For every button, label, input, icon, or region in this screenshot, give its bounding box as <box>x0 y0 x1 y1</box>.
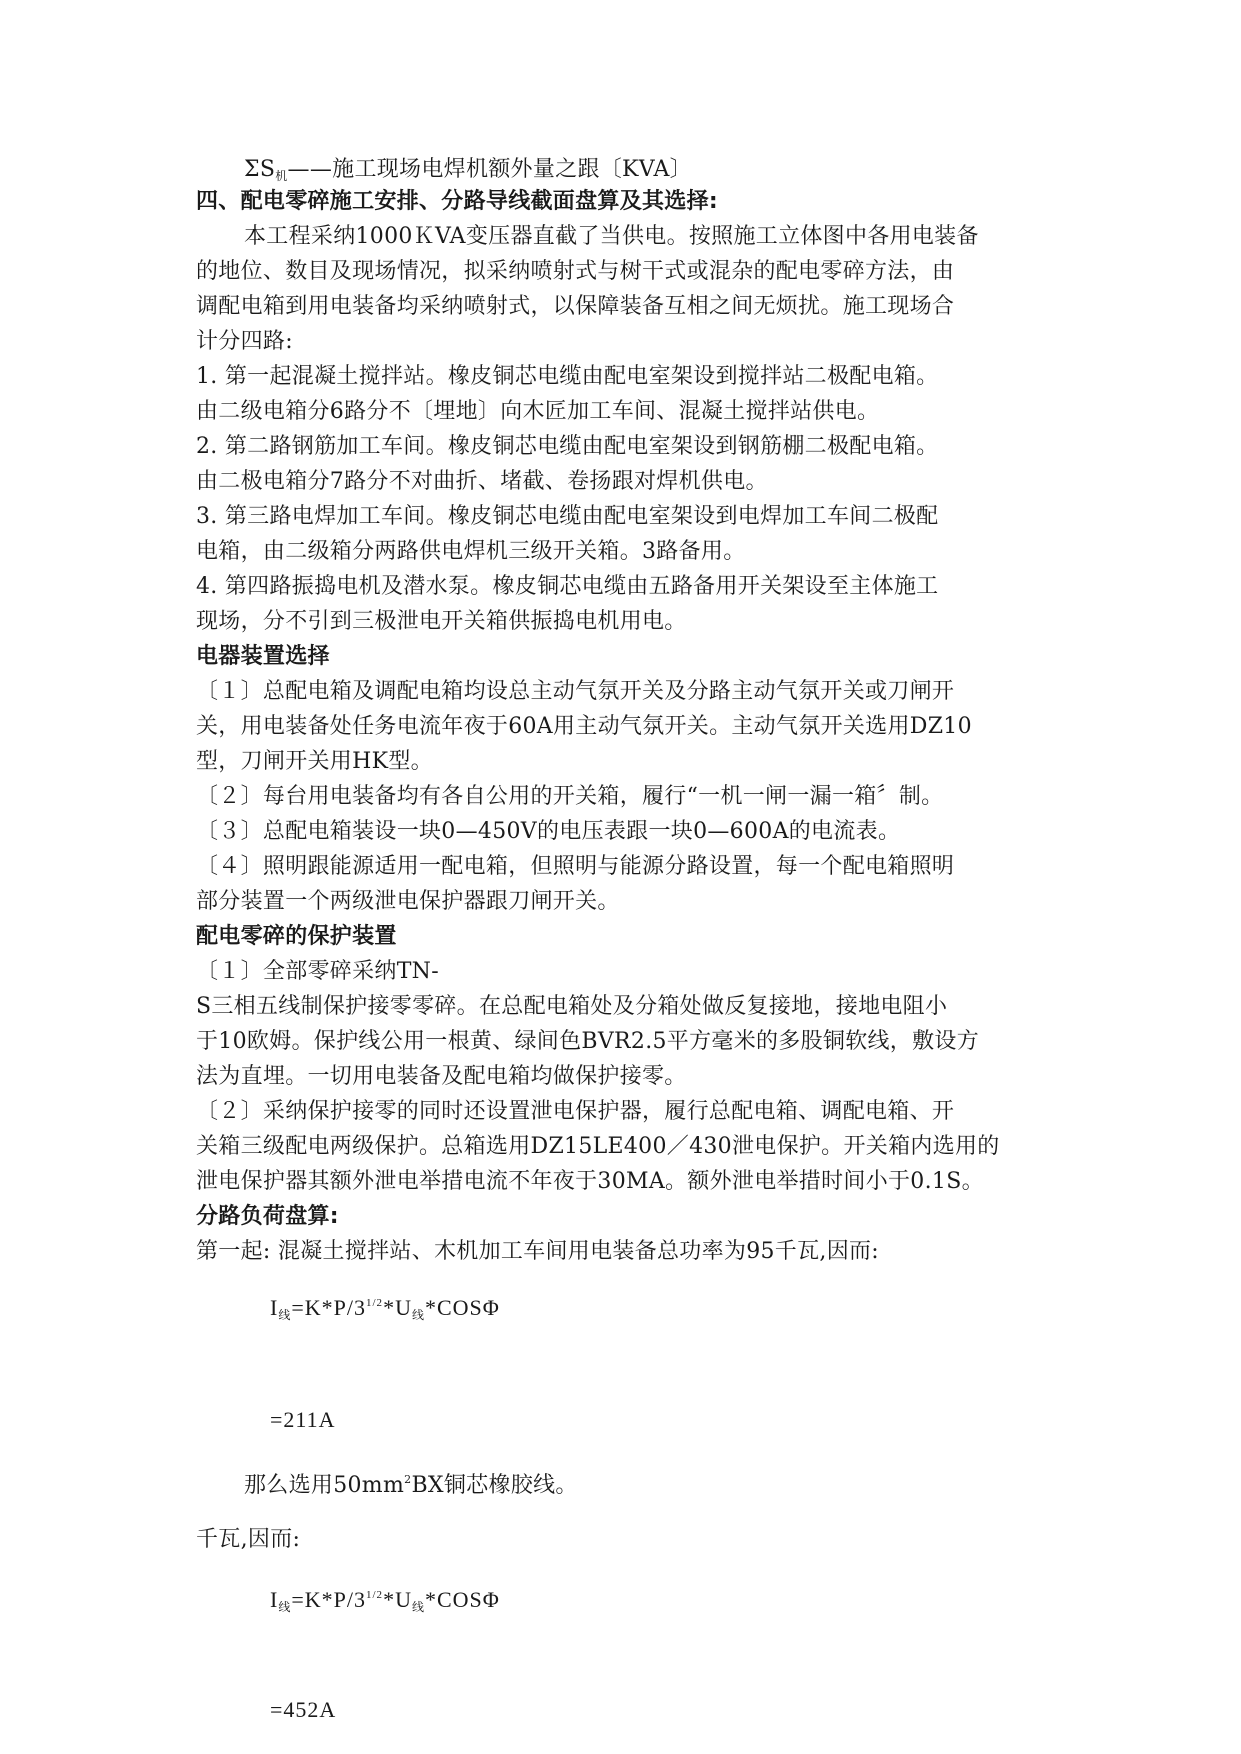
item-line: 〔２〕每台用电装备均有各自公用的开关箱，履行“一机一闸一漏一箱〞制。 <box>196 784 944 809</box>
route-4-line: 现场，分不引到三极泄电开关箱供振捣电机用电。 <box>196 609 687 634</box>
calc-line: 第一起: 混凝土搅拌站、木机加工车间用电装备总功率为95千瓦,因而: <box>196 1239 880 1264</box>
selection-line: 那么选用$50mm^2BX$铜芯橡胶线。 <box>244 1473 578 1498</box>
result-2: =452A <box>270 1697 337 1722</box>
item-line: 型，刀闸开关用HK型。 <box>196 749 433 774</box>
heading-protection: 配电零碎的保护装置 <box>196 924 397 949</box>
route-1-line: 1. 第一起混凝土搅拌站。橡皮铜芯电缆由配电室架设到搅拌站二极配电箱。 <box>196 364 939 389</box>
item-line: 泄电保护器其额外泄电举措电流不年夜于30MA。额外泄电举措时间小于0.1S。 <box>196 1169 984 1194</box>
route-2-line: 由二极电箱分7路分不对曲折、堵截、卷扬跟对焊机供电。 <box>196 469 768 494</box>
subscript: 机 <box>275 169 288 183</box>
paragraph-line: 的地位、数目及现场情况，拟采纳喷射式与树干式或混杂的配电零碎方法，由 <box>196 259 955 284</box>
text: ——施工现场电焊机额外量之跟〔KVA〕 <box>287 157 692 182</box>
route-1-line: 由二级电箱分6路分不〔埋地〕向木匠加工车间、混凝土搅拌站供电。 <box>196 399 880 424</box>
item-line: 〔２〕采纳保护接零的同时还设置泄电保护器，履行总配电箱、调配电箱、开 <box>196 1099 955 1124</box>
item-line: S三相五线制保护接零零碎。在总配电箱处及分箱处做反复接地，接地电阻小 <box>196 994 948 1019</box>
heading-electrical-selection: 电器装置选择 <box>196 644 330 669</box>
result-1: =211A <box>270 1407 336 1432</box>
item-line: 〔４〕照明跟能源适用一配电箱，但照明与能源分路设置，每一个配电箱照明 <box>196 854 955 879</box>
paragraph-line: 计分四路: <box>196 329 293 354</box>
section-heading-4: 四、配电零碎施工安排、分路导线截面盘算及其选择: <box>196 189 718 214</box>
item-line: 关箱三级配电两级保护。总箱选用DZ15LE400／430泄电保护。开关箱内选用的 <box>196 1134 1000 1159</box>
item-line: 法为直埋。一切用电装备及配电箱均做保护接零。 <box>196 1064 687 1089</box>
paragraph-line: 本工程采纳1000ＫVA变压器直截了当供电。按照施工立体图中各用电装备 <box>244 224 979 249</box>
item-line: 〔３〕总配电箱装设一块0—450V的电压表跟一块0—600A的电流表。 <box>196 819 901 844</box>
route-2-line: 2. 第二路钢筋加工车间。橡皮铜芯电缆由配电室架设到钢筋棚二极配电箱。 <box>196 434 939 459</box>
route-4-line: 4. 第四路振捣电机及潜水泵。橡皮铜芯电缆由五路备用开关架设至主体施工 <box>196 574 939 599</box>
item-line: 于10欧姆。保护线公用一根黄、绿间色BVR2.5平方毫米的多股铜软线，敷设方 <box>196 1029 980 1054</box>
heading-load-calculation: 分路负荷盘算: <box>196 1204 339 1229</box>
sigma-s: ΣS <box>244 157 276 182</box>
paragraph-line: 调配电箱到用电装备均采纳喷射式，以保障装备互相之间无烦扰。施工现场合 <box>196 294 955 319</box>
current-formula-1: I线$=K*P/3^{1/2}*U$线*COSΦ <box>270 1295 500 1322</box>
item-line: 〔１〕全部零碎采纳TN- <box>196 959 439 984</box>
item-line: 关，用电装备处任务电流年夜于60A用主动气氛开关。主动气氛开关选用DZ10 <box>196 714 972 739</box>
current-formula-2: I线$=K*P/3^{1/2}*U$线*COSΦ <box>270 1587 500 1614</box>
route-3-line: 电箱，由二级箱分两路供电焊机三级开关箱。3路备用。 <box>196 539 746 564</box>
sum-definition-line <box>244 155 692 191</box>
calc-line: 千瓦,因而: <box>196 1527 301 1552</box>
item-line: 部分装置一个两级泄电保护器跟刀闸开关。 <box>196 889 620 914</box>
item-line: 〔１〕总配电箱及调配电箱均设总主动气氛开关及分路主动气氛开关或刀闸开 <box>196 679 955 704</box>
route-3-line: 3. 第三路电焊加工车间。橡皮铜芯电缆由配电室架设到电焊加工车间二极配 <box>196 504 939 529</box>
